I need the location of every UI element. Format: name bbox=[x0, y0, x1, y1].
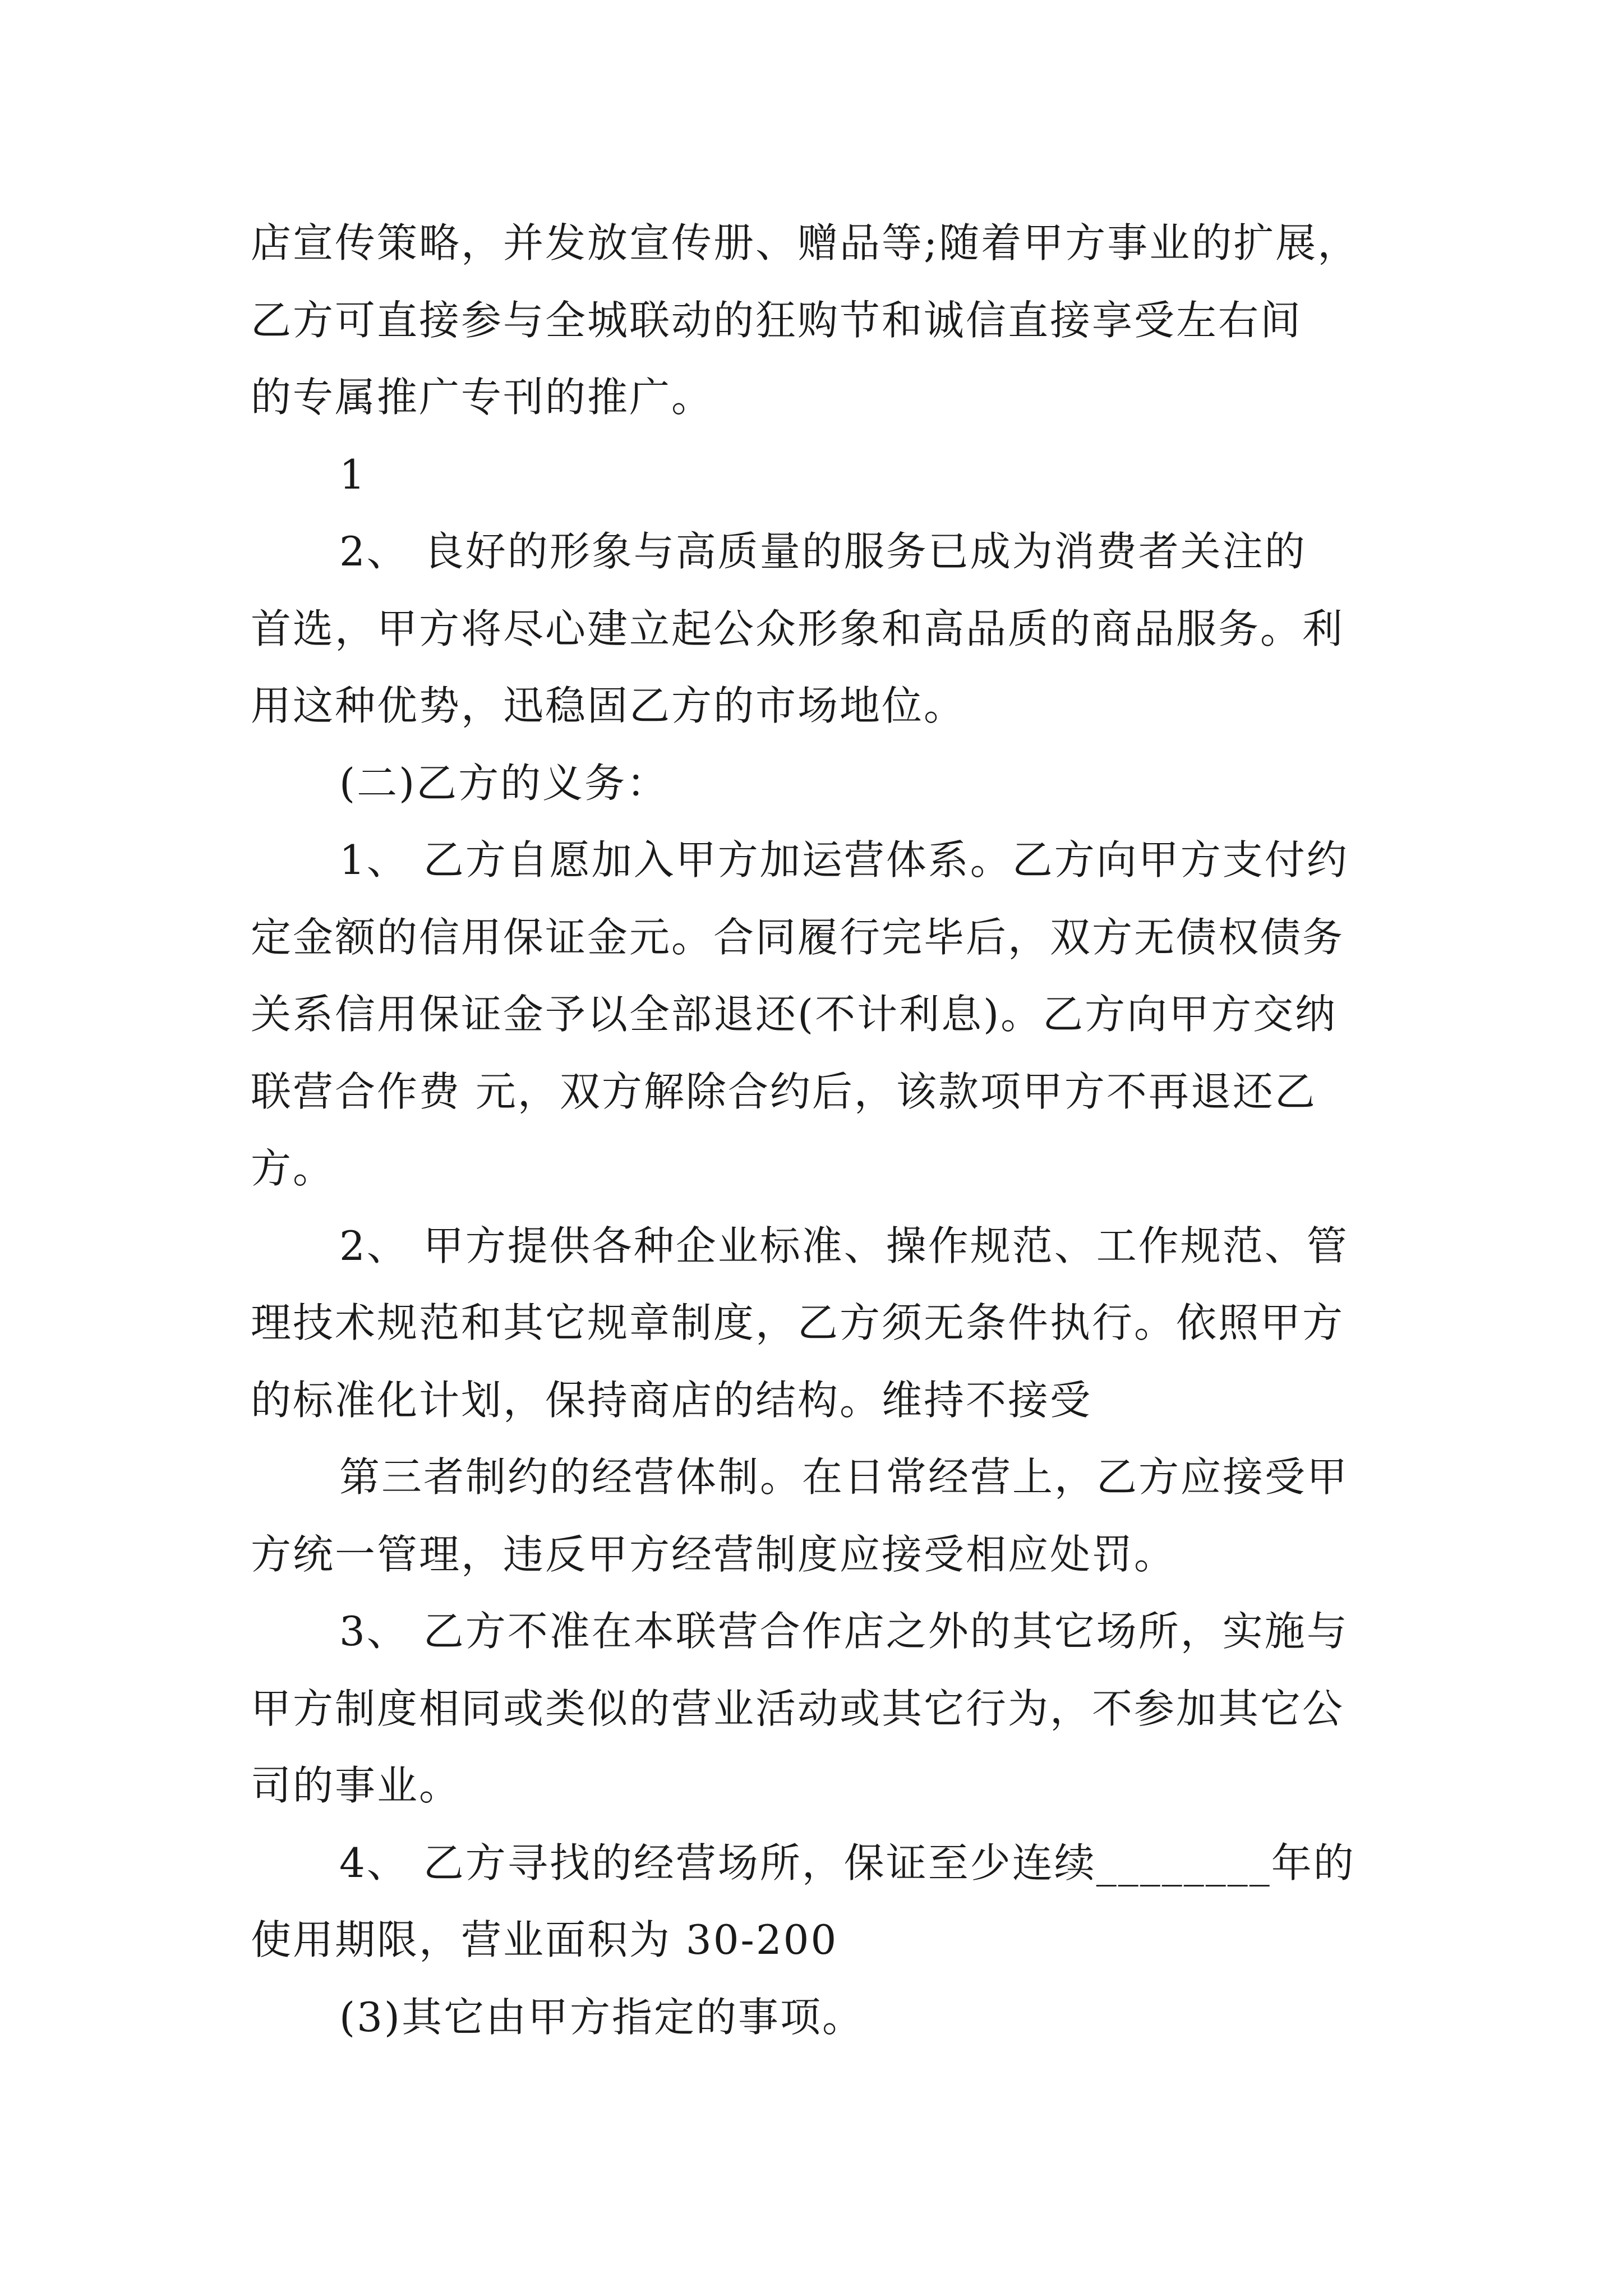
text-line: 定金额的信用保证金元。合同履行完毕后，双方无债权债务 bbox=[251, 913, 1345, 961]
text-line: 司的事业。 bbox=[251, 1762, 462, 1809]
text-line: 的专属推广专刊的推广。 bbox=[251, 374, 714, 421]
text-line: 甲方制度相同或类似的营业活动或其它行为，不参加其它公 bbox=[251, 1685, 1345, 1732]
text-line: 1、 乙方自愿加入甲方加运营体系。乙方向甲方支付约 bbox=[339, 836, 1349, 884]
page-number-text: 1 bbox=[339, 450, 367, 498]
text-line: 店宣传策略，并发放宣传册、赠品等;随着甲方事业的扩展， bbox=[251, 219, 1360, 266]
text-line: 2、 良好的形象与高质量的服务已成为消费者关注的 bbox=[339, 528, 1307, 575]
text-line: 2、 甲方提供各种企业标准、操作规范、工作规范、管 bbox=[339, 1222, 1349, 1269]
text-line: 使用期限，营业面积为 30-200 bbox=[251, 1916, 838, 1963]
text-line: 首选，甲方将尽心建立起公众形象和高品质的商品服务。利 bbox=[251, 605, 1345, 652]
section-heading: (二)乙方的义务： bbox=[339, 759, 669, 807]
text-line: 的标准化计划，保持商店的结构。维持不接受 bbox=[251, 1376, 1092, 1424]
text-line: 第三者制约的经营体制。在日常经营上，乙方应接受甲 bbox=[339, 1453, 1349, 1501]
text-line: 4、 乙方寻找的经营场所，保证至少连续________年的 bbox=[339, 1839, 1355, 1887]
text-line: (3)其它由甲方指定的事项。 bbox=[339, 1993, 864, 2041]
text-line: 用这种优势，迅稳固乙方的市场地位。 bbox=[251, 682, 966, 729]
text-line: 3、 乙方不准在本联营合作店之外的其它场所，实施与 bbox=[339, 1608, 1349, 1655]
text-line: 乙方可直接参与全城联动的狂购节和诚信直接享受左右间 bbox=[251, 296, 1303, 344]
text-line: 理技术规范和其它规章制度，乙方须无条件执行。依照甲方 bbox=[251, 1299, 1345, 1346]
text-line: 联营合作费 元，双方解除合约后，该款项甲方不再退还乙 bbox=[251, 1068, 1317, 1115]
text-line: 方。 bbox=[251, 1145, 335, 1192]
document-body bbox=[251, 205, 1428, 2056]
text-line: 方统一管理，违反甲方经营制度应接受相应处罚。 bbox=[251, 1530, 1177, 1578]
text-line: 关系信用保证金予以全部退还(不计利息)。乙方向甲方交纳 bbox=[251, 991, 1338, 1038]
